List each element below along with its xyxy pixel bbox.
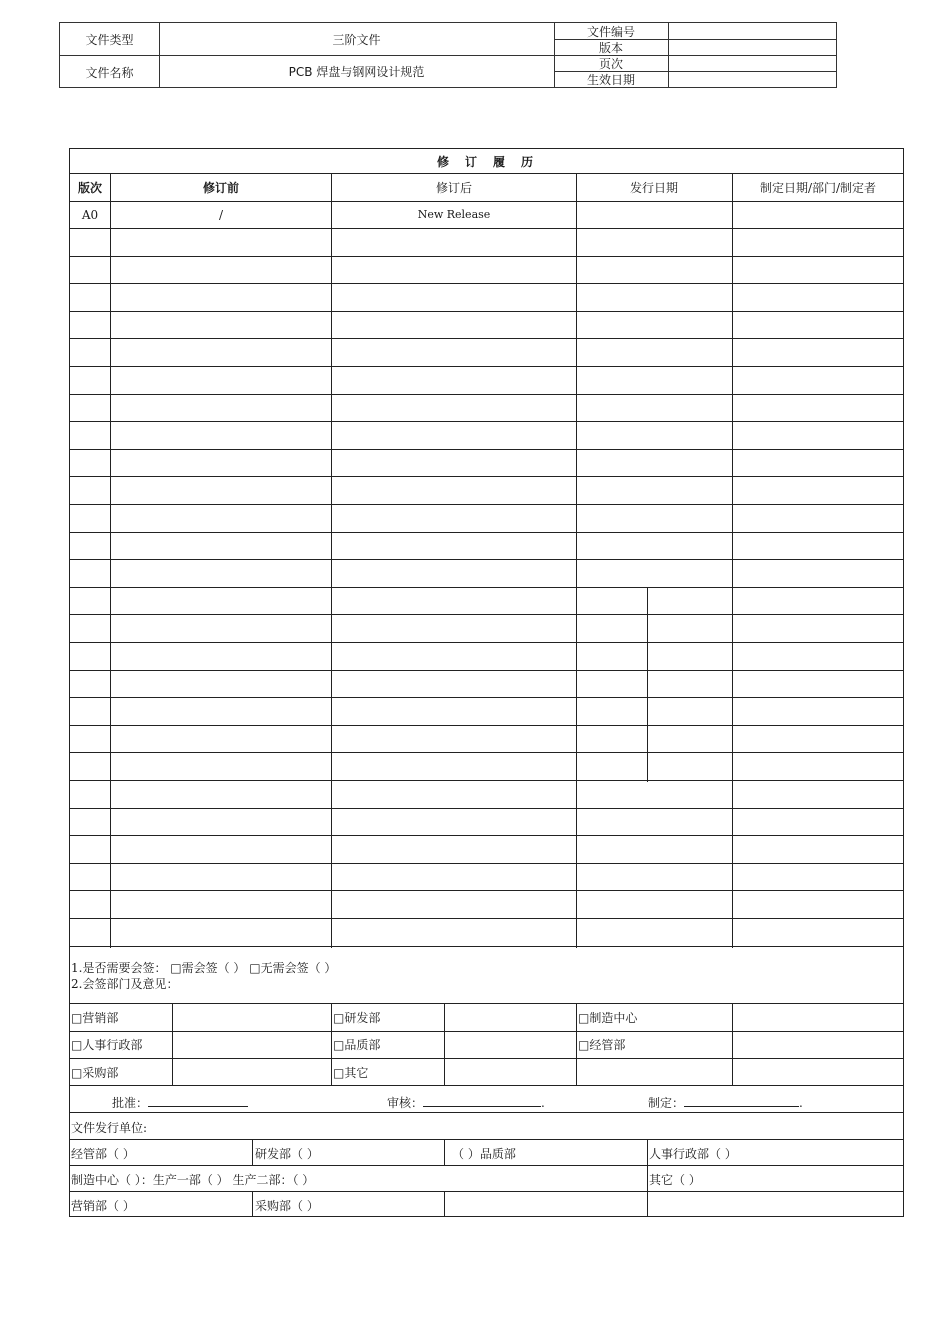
make-signature-line[interactable] bbox=[684, 1095, 799, 1107]
table-rule-v bbox=[647, 1191, 648, 1217]
col-header-issue-date: 发行日期 bbox=[629, 181, 679, 195]
table-rule-h bbox=[69, 890, 903, 891]
dept-management-checkbox[interactable]: □经管部 bbox=[578, 1038, 626, 1052]
review-signature-line[interactable] bbox=[423, 1095, 541, 1107]
table-rule-h bbox=[69, 1031, 903, 1032]
table-rule-v bbox=[444, 1139, 445, 1165]
table-rule-h bbox=[69, 421, 903, 422]
table-rule-h bbox=[69, 559, 903, 560]
table-rule-v bbox=[647, 1139, 648, 1165]
table-rule-v bbox=[732, 173, 733, 948]
dept-purchasing-checkbox[interactable]: □采购部 bbox=[71, 1066, 119, 1080]
table-rule-h bbox=[69, 1139, 903, 1140]
table-rule-h bbox=[69, 1058, 903, 1059]
table-rule-h bbox=[69, 1112, 903, 1113]
dept-other-checkbox[interactable]: □其它 bbox=[333, 1066, 369, 1080]
table-rule-h bbox=[69, 366, 903, 367]
table-rule-h bbox=[69, 228, 903, 229]
revision-history-table bbox=[69, 148, 904, 1217]
table-rule-h bbox=[69, 614, 903, 615]
make-label: 制定： bbox=[648, 1096, 685, 1110]
table-rule-h bbox=[69, 946, 903, 947]
table-rule-h bbox=[69, 256, 903, 257]
table-rule-v bbox=[444, 1191, 445, 1217]
effective-date-value[interactable] bbox=[668, 71, 838, 88]
distribution-title: 文件发行单位: bbox=[71, 1121, 148, 1135]
table-rule-v bbox=[331, 1003, 332, 1085]
approve-field[interactable] bbox=[112, 1095, 248, 1110]
dept-hr-admin-checkbox[interactable]: □人事行政部 bbox=[71, 1038, 143, 1052]
table-rule-h bbox=[69, 173, 903, 174]
table-rule-v bbox=[647, 588, 648, 782]
doc-number-label: 文件编号 bbox=[586, 25, 635, 39]
revision-row-version: A0 bbox=[81, 208, 99, 222]
table-rule-v bbox=[172, 1003, 173, 1085]
make-field[interactable] bbox=[648, 1095, 803, 1110]
revision-row-after: New Release bbox=[417, 208, 491, 221]
table-rule-h bbox=[69, 449, 903, 450]
table-rule-v bbox=[647, 1165, 648, 1191]
table-rule-h bbox=[69, 201, 903, 202]
table-rule-h bbox=[69, 918, 903, 919]
table-rule-h bbox=[69, 338, 903, 339]
table-rule-h bbox=[69, 532, 903, 533]
revision-title: 修 订 履 历 bbox=[436, 155, 536, 169]
table-rule-h bbox=[69, 835, 903, 836]
table-rule-h bbox=[69, 1191, 903, 1192]
table-rule-v bbox=[252, 1139, 253, 1165]
dept-manufacturing-checkbox[interactable]: □制造中心 bbox=[578, 1011, 638, 1025]
table-rule-v bbox=[444, 1003, 445, 1085]
make-end-dot: . bbox=[799, 1096, 803, 1110]
effective-date-label: 生效日期 bbox=[586, 73, 635, 87]
page-value[interactable] bbox=[668, 55, 838, 72]
review-end-dot: . bbox=[541, 1096, 545, 1110]
table-rule-h bbox=[69, 808, 903, 809]
table-rule-v bbox=[331, 173, 332, 948]
col-header-make-info: 制定日期/部门/制定者 bbox=[759, 181, 877, 195]
version-label: 版本 bbox=[598, 41, 623, 55]
countersign-departments-label: 2.会签部门及意见： bbox=[71, 977, 179, 991]
table-rule-h bbox=[69, 642, 903, 643]
table-rule-h bbox=[69, 311, 903, 312]
dist-other[interactable]: 其它（ ） bbox=[649, 1173, 701, 1187]
version-value[interactable] bbox=[668, 39, 838, 56]
approve-signature-line[interactable] bbox=[148, 1095, 248, 1107]
review-field[interactable] bbox=[387, 1095, 545, 1110]
col-header-version: 版次 bbox=[77, 181, 103, 195]
doc-type-value: 三阶文件 bbox=[332, 33, 381, 47]
table-rule-h bbox=[69, 1085, 903, 1086]
review-label: 审核： bbox=[387, 1096, 424, 1110]
dist-management[interactable]: 经管部（ ） bbox=[71, 1147, 135, 1161]
dept-quality-checkbox[interactable]: □品质部 bbox=[333, 1038, 381, 1052]
table-rule-h bbox=[69, 394, 903, 395]
page-label: 页次 bbox=[598, 57, 623, 71]
countersign-question: 1.是否需要会签： □需会签（ ） □无需会签（ ） bbox=[71, 961, 337, 975]
table-rule-h bbox=[69, 670, 903, 671]
dept-sales-checkbox[interactable]: □营销部 bbox=[71, 1011, 119, 1025]
doc-type-label: 文件类型 bbox=[85, 33, 134, 47]
doc-number-value[interactable] bbox=[668, 23, 838, 40]
col-header-before: 修订前 bbox=[202, 181, 240, 195]
table-rule-h bbox=[69, 1003, 903, 1004]
table-rule-h bbox=[69, 283, 903, 284]
dist-rnd[interactable]: 研发部（ ） bbox=[255, 1147, 319, 1161]
dist-purchasing[interactable]: 采购部（ ） bbox=[255, 1199, 319, 1213]
revision-row-before: / bbox=[218, 208, 224, 222]
table-rule-h bbox=[69, 504, 903, 505]
table-rule-v bbox=[732, 1003, 733, 1085]
table-rule-h bbox=[69, 863, 903, 864]
dist-hr-admin[interactable]: 人事行政部（ ） bbox=[649, 1147, 737, 1161]
table-rule-h bbox=[69, 725, 903, 726]
dist-quality[interactable]: （ ）品质部 bbox=[452, 1147, 516, 1161]
document-header bbox=[59, 22, 837, 88]
table-rule-v bbox=[576, 1003, 577, 1085]
approve-label: 批准： bbox=[112, 1096, 149, 1110]
doc-name-label: 文件名称 bbox=[85, 66, 134, 80]
table-rule-h bbox=[69, 697, 903, 698]
table-rule-h bbox=[69, 752, 903, 753]
table-rule-v bbox=[110, 173, 111, 948]
table-rule-h bbox=[69, 1165, 903, 1166]
table-rule-v bbox=[252, 1191, 253, 1217]
col-header-after: 修订后 bbox=[435, 181, 473, 195]
dist-manufacturing[interactable]: 制造中心（ ）：生产一部（ ） 生产二部：（ ） bbox=[71, 1173, 315, 1187]
dist-sales[interactable]: 营销部（ ） bbox=[71, 1199, 135, 1213]
table-rule-h bbox=[69, 587, 903, 588]
table-rule-h bbox=[69, 476, 903, 477]
table-rule-v bbox=[576, 173, 577, 948]
dept-rnd-checkbox[interactable]: □研发部 bbox=[333, 1011, 381, 1025]
doc-name-value: PCB 焊盘与钢网设计规范 bbox=[288, 65, 425, 79]
table-rule-h bbox=[69, 780, 903, 781]
